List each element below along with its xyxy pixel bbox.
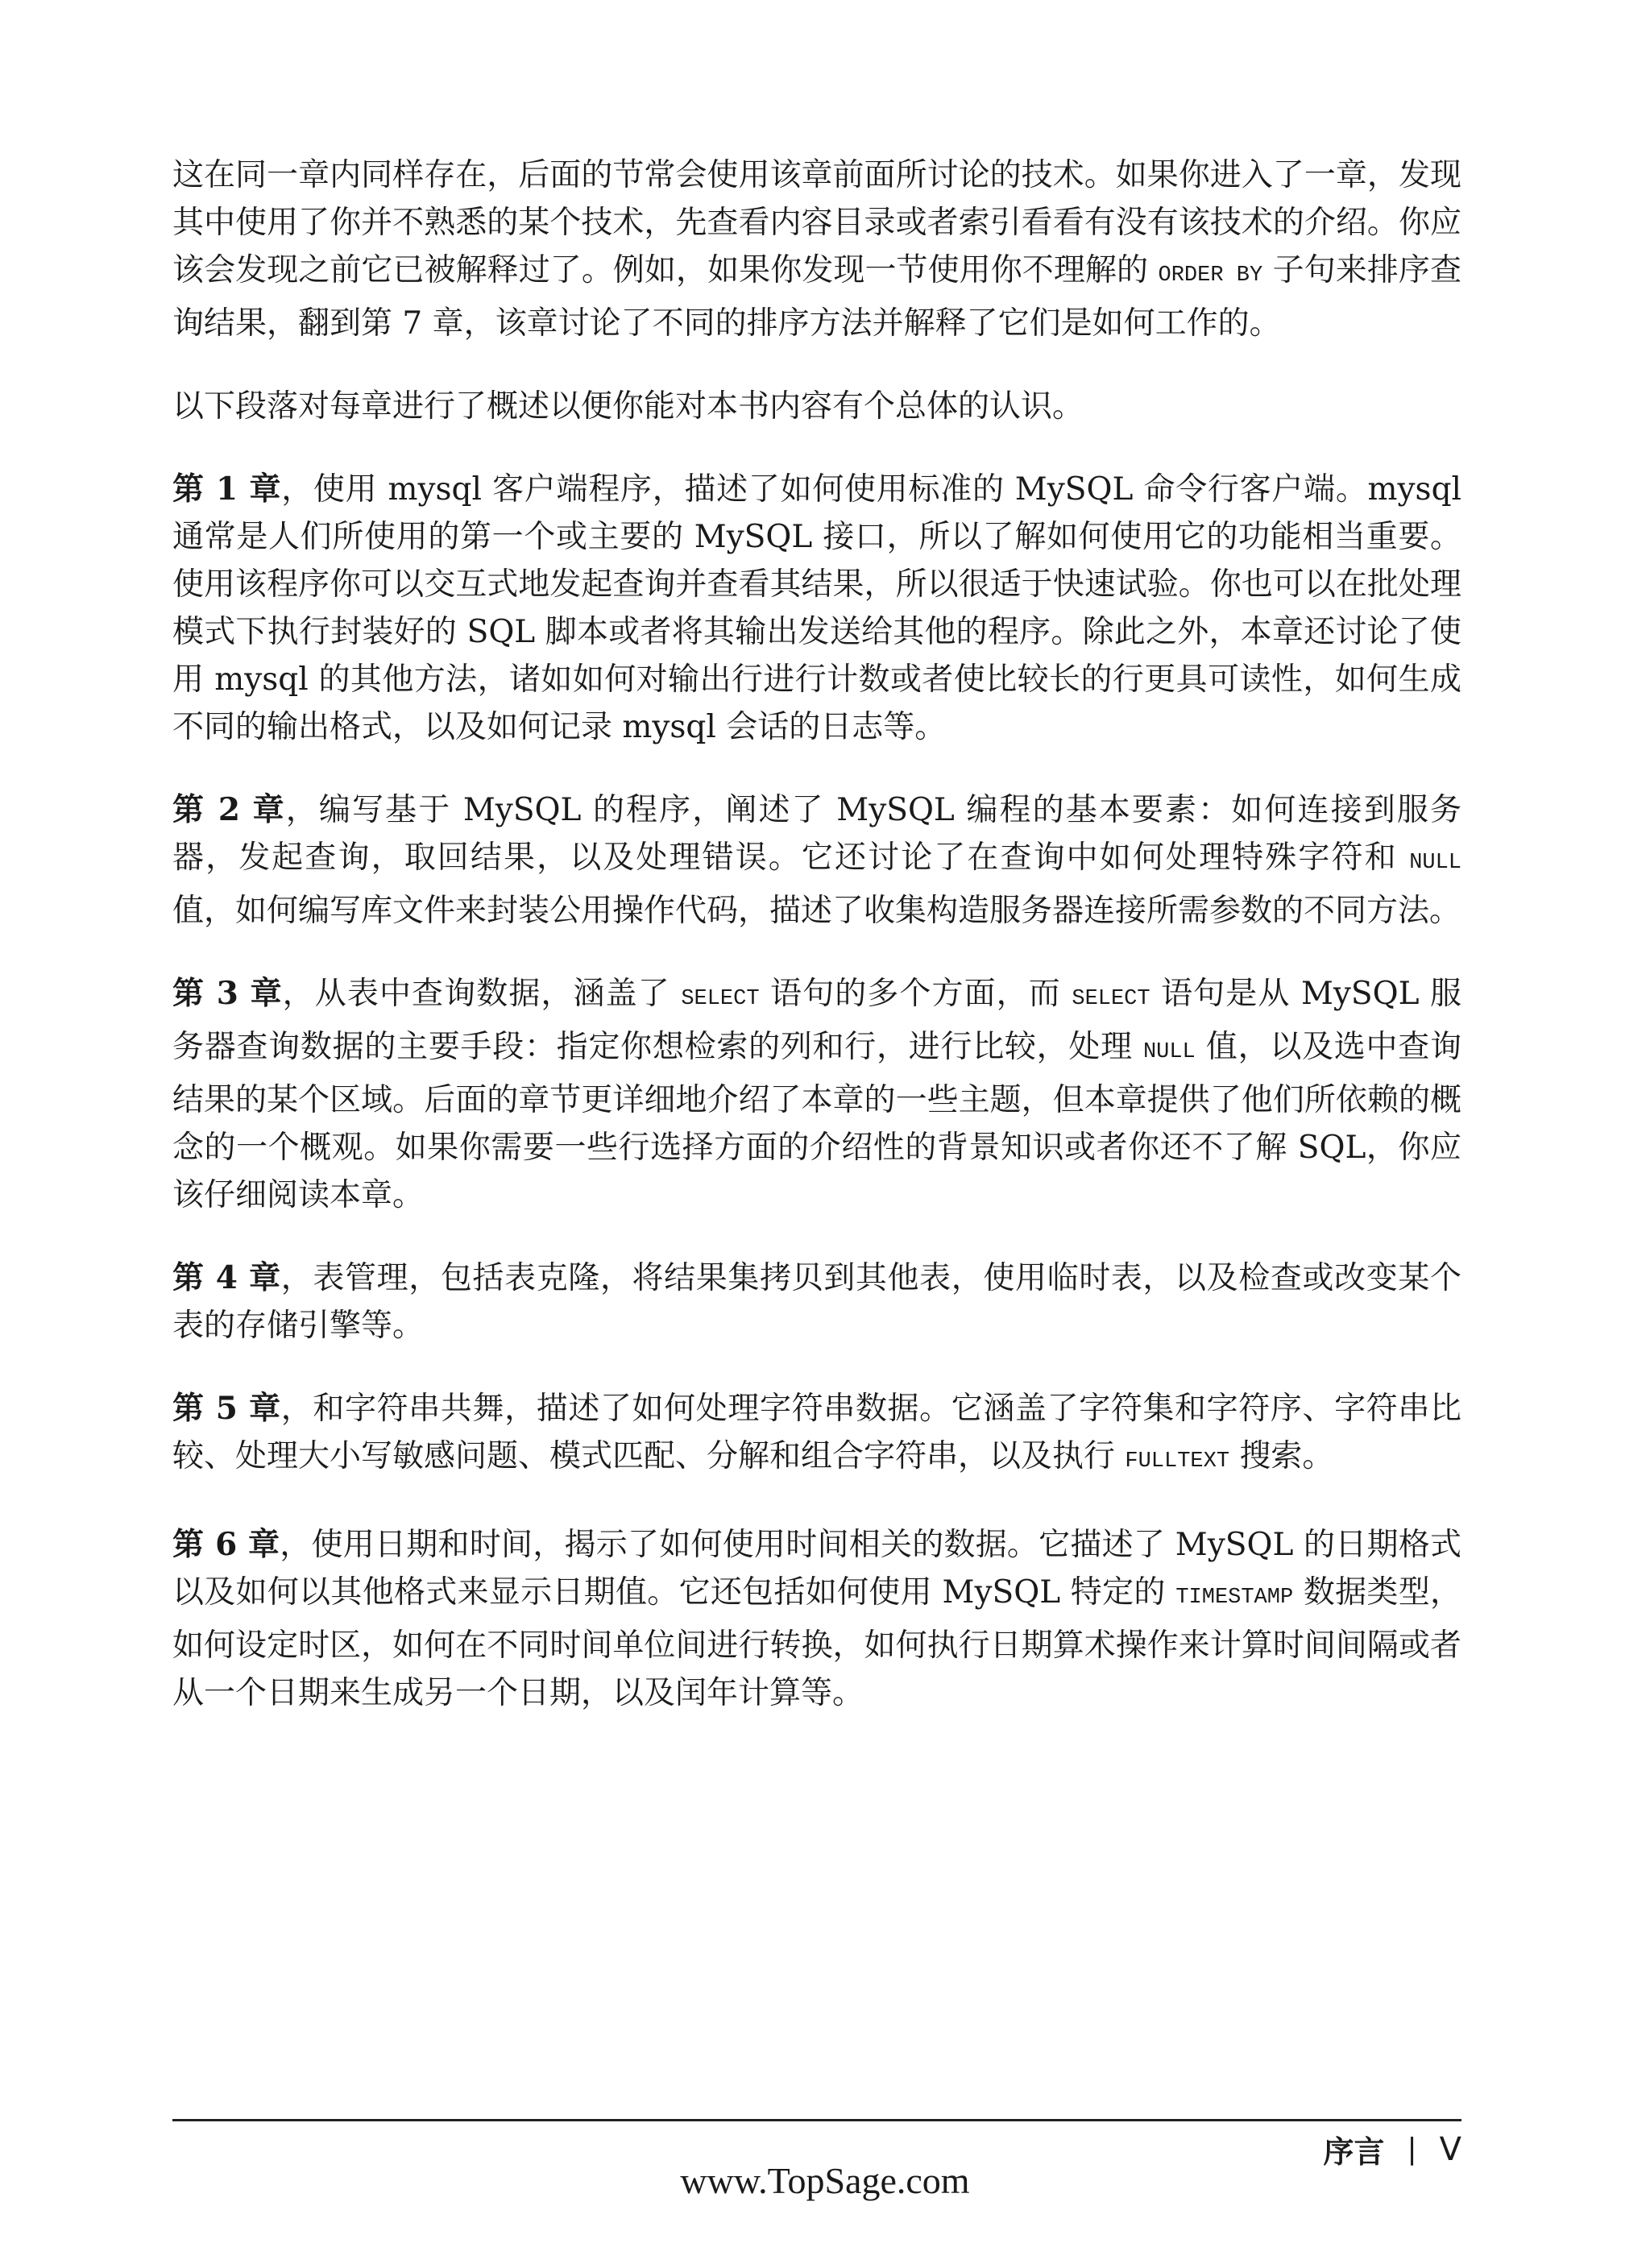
section-name: 序言 [1323, 2134, 1385, 2170]
paragraph-chapter-5 [172, 1385, 1461, 1486]
text-run: ，和字符串共舞，描述了如何处理字符串数据。它涵盖了字符集和字符序、字符串比较、处理大小写敏感问题、模式匹配、分解和组合字符串，以及执行 [172, 1391, 1461, 1474]
paragraph-chapter-4 [172, 1254, 1461, 1350]
paragraph-chapter-1 [172, 466, 1461, 751]
paragraph-overview [172, 383, 1461, 430]
text-run: 值，以及选中查询结果的某个区域。后面的章节更详细地介绍了本章的一些主题，但本章提供了他们所依赖的概念的一个概观。如果你需要一些行选择方面的介绍性的背景知识或者你还不了解 SQL，你应该仔细阅读本章。 [172, 1029, 1461, 1213]
chapter-lead: 第 2 章 [172, 791, 286, 828]
code-term: SELECT [1072, 987, 1150, 1011]
text-run: 数据类型，如何设定时区，如何在不同时间单位间进行转换，如何执行日期算术操作来计算时间间隔或者从一个日期来生成另一个日期，以及闰年计算等。 [172, 1574, 1462, 1711]
text-run: ，编写基于 MySQL 的程序，阐述了 MySQL 编程的基本要素：如何连接到服务器，发起查询，取回结果，以及处理错误。它还讨论了在查询中如何处理特殊字符和 [172, 792, 1461, 876]
text-run: 语句是从 MySQL 服务器查询数据的主要手段：指定你想检索的列和行，进行比较，处理 [172, 976, 1462, 1065]
code-term: NULL [1409, 851, 1461, 875]
footer-rule [172, 2119, 1461, 2121]
text-run: 语句的多个方面，而 [759, 976, 1072, 1012]
paragraph-intro-continuation [172, 151, 1461, 347]
code-term: TIMESTAMP [1175, 1586, 1294, 1610]
paragraph-chapter-6 [172, 1521, 1461, 1717]
text-run: 子句来排序查询结果，翻到第 7 章，该章讨论了不同的排序方法并解释了它们是如何工作的。 [172, 252, 1461, 342]
code-term: SELECT [681, 987, 760, 1011]
paragraph-chapter-3 [172, 970, 1461, 1219]
text-run: ，使用日期和时间，揭示了如何使用时间相关的数据。它描述了 MySQL 的日期格式以及如何以其他格式来显示日期值。它还包括如何使用 MySQL 特定的 [172, 1527, 1461, 1611]
text-run: 搜索。 [1229, 1438, 1334, 1474]
code-term: NULL [1142, 1040, 1196, 1064]
text-run: ，表管理，包括表克隆，将结果集拷贝到其他表，使用临时表，以及检查或改变某个表的存储引擎等。 [172, 1260, 1461, 1344]
paragraph-chapter-2 [172, 786, 1461, 935]
page-number: V [1439, 2130, 1461, 2168]
chapter-lead: 第 6 章 [172, 1526, 280, 1563]
text-run: ，从表中查询数据，涵盖了 [282, 976, 682, 1012]
website-watermark: www.TopSage.com [680, 2160, 970, 2201]
chapter-lead: 第 5 章 [172, 1390, 281, 1427]
chapter-lead: 第 4 章 [172, 1259, 281, 1296]
code-term: FULLTEXT [1125, 1449, 1230, 1474]
chapter-lead: 第 1 章 [172, 471, 282, 508]
text-run: 这在同一章内同样存在，后面的节常会使用该章前面所讨论的技术。如果你进入了一章，发现其中使用了你并不熟悉的某个技术，先查看内容目录或者索引看看有没有该技术的介绍。你应该会发现之前它已被解释过了。例如，如果你发现一节使用你不理解的 [172, 157, 1461, 288]
code-term: ORDER BY [1158, 263, 1263, 288]
text-run: ，使用 mysql 客户端程序，描述了如何使用标准的 MySQL 命令行客户端。mysql 通常是人们所使用的第一个或主要的 MySQL 接口，所以了解如何使用它的功能相当重要。使用该程序你可以交互式地发起查询并查看其结果，所以很适于快速试验。你也可以在批处理模式下执行封装好的 SQL 脚本或者将其输出发送给其他的程序。除此之外，本章还讨论了使用 mysql 的其他方法，诸如如何对输出行进行计数或者使比较长的行更具可读性，如何生成不同的输出格式，以及如何记录 mysql 会话的日志等。 [172, 471, 1462, 745]
page-body [172, 151, 1461, 1752]
text-run: 值，如何编写库文件来封装公用操作代码，描述了收集构造服务器连接所需参数的不同方法。 [172, 893, 1461, 929]
chapter-lead: 第 3 章 [172, 975, 283, 1012]
text-run: 以下段落对每章进行了概述以便你能对本书内容有个总体的认识。 [172, 388, 1084, 425]
footer-separator: | [1407, 2133, 1417, 2166]
